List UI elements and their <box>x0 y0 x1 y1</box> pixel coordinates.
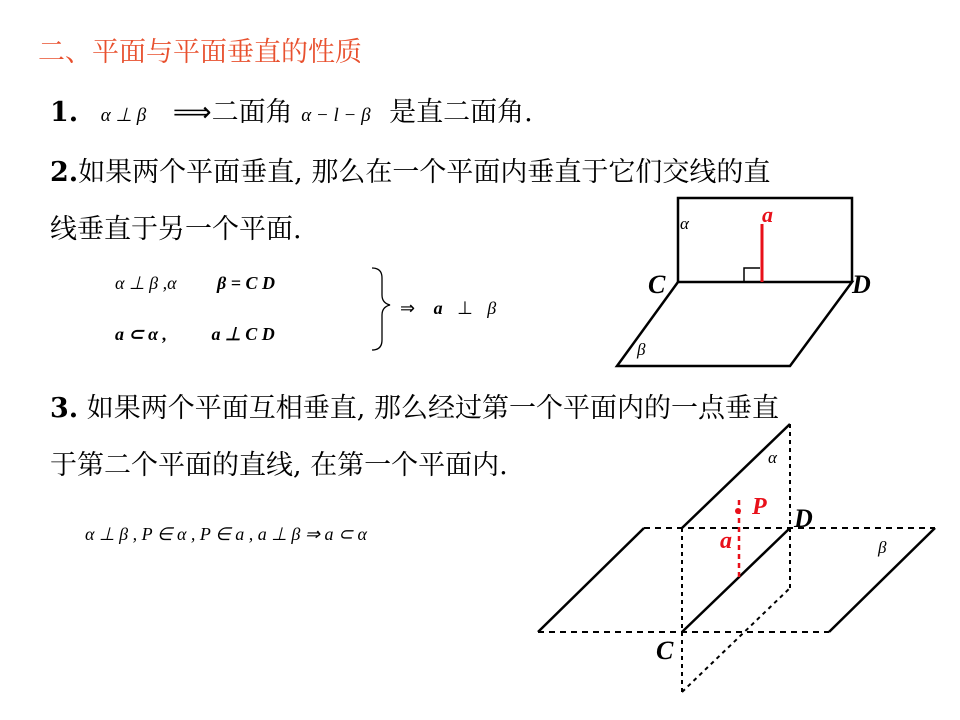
property-1-text-a: 二面角 <box>211 97 293 128</box>
property-2-number: 2. <box>50 157 79 188</box>
section-title: 二、平面与平面垂直的性质 <box>38 37 362 68</box>
formula-brace <box>372 268 390 350</box>
conclusion-op: ⊥ <box>457 298 473 318</box>
fig3-alpha-label: α <box>768 448 777 467</box>
dihedral-angle-label: α − l − β <box>301 105 371 126</box>
fig2-d-label: D <box>852 270 871 299</box>
figure-3-planes <box>538 424 935 692</box>
property-1-text-b: 是直二面角. <box>389 97 533 128</box>
implies-symbol: ⟹ <box>172 97 212 127</box>
property-3-line-2: 于第二个平面的直线, 在第一个平面内. <box>50 450 508 481</box>
formula-r1b: β = C D <box>217 273 276 293</box>
formula-r2a: a ⊂ α , <box>115 324 168 344</box>
conclusion-arrow: ⇒ <box>400 298 416 318</box>
fig3-d-label: D <box>794 504 813 533</box>
property-3-text-1: 如果两个平面互相垂直, 那么经过第一个平面内的一点垂直 <box>86 393 779 424</box>
fig2-a-label: a <box>762 202 773 227</box>
fig2-c-label: C <box>648 270 666 299</box>
property-1-number: 1. <box>50 97 79 128</box>
property-3-formula: α ⊥ β , P ∈ α , P ∈ a , a ⊥ β ⇒ a ⊂ α <box>85 524 367 544</box>
fig3-c-label: C <box>656 636 674 665</box>
conclusion-b: β <box>487 298 497 318</box>
fig3-beta-label: β <box>878 538 887 557</box>
property-3-number: 3. <box>50 393 79 424</box>
fig3-a-label: a <box>720 528 732 554</box>
formula-r1a: α ⊥ β ,α <box>115 273 177 293</box>
property-2-text-1: 如果两个平面垂直, 那么在一个平面内垂直于它们交线的直 <box>78 157 771 188</box>
right-angle-mark <box>744 268 760 282</box>
property-1-condition: α ⊥ β <box>100 105 147 126</box>
fig3-p-label: P <box>752 494 767 520</box>
fig2-beta-label: β <box>637 340 646 359</box>
formula-r2b: a ⊥ C D <box>211 324 275 344</box>
conclusion-a: a <box>433 298 443 318</box>
fig2-alpha-label: α <box>680 214 689 233</box>
property-2-line-2: 线垂直于另一个平面. <box>50 214 302 245</box>
point-p <box>735 508 741 514</box>
